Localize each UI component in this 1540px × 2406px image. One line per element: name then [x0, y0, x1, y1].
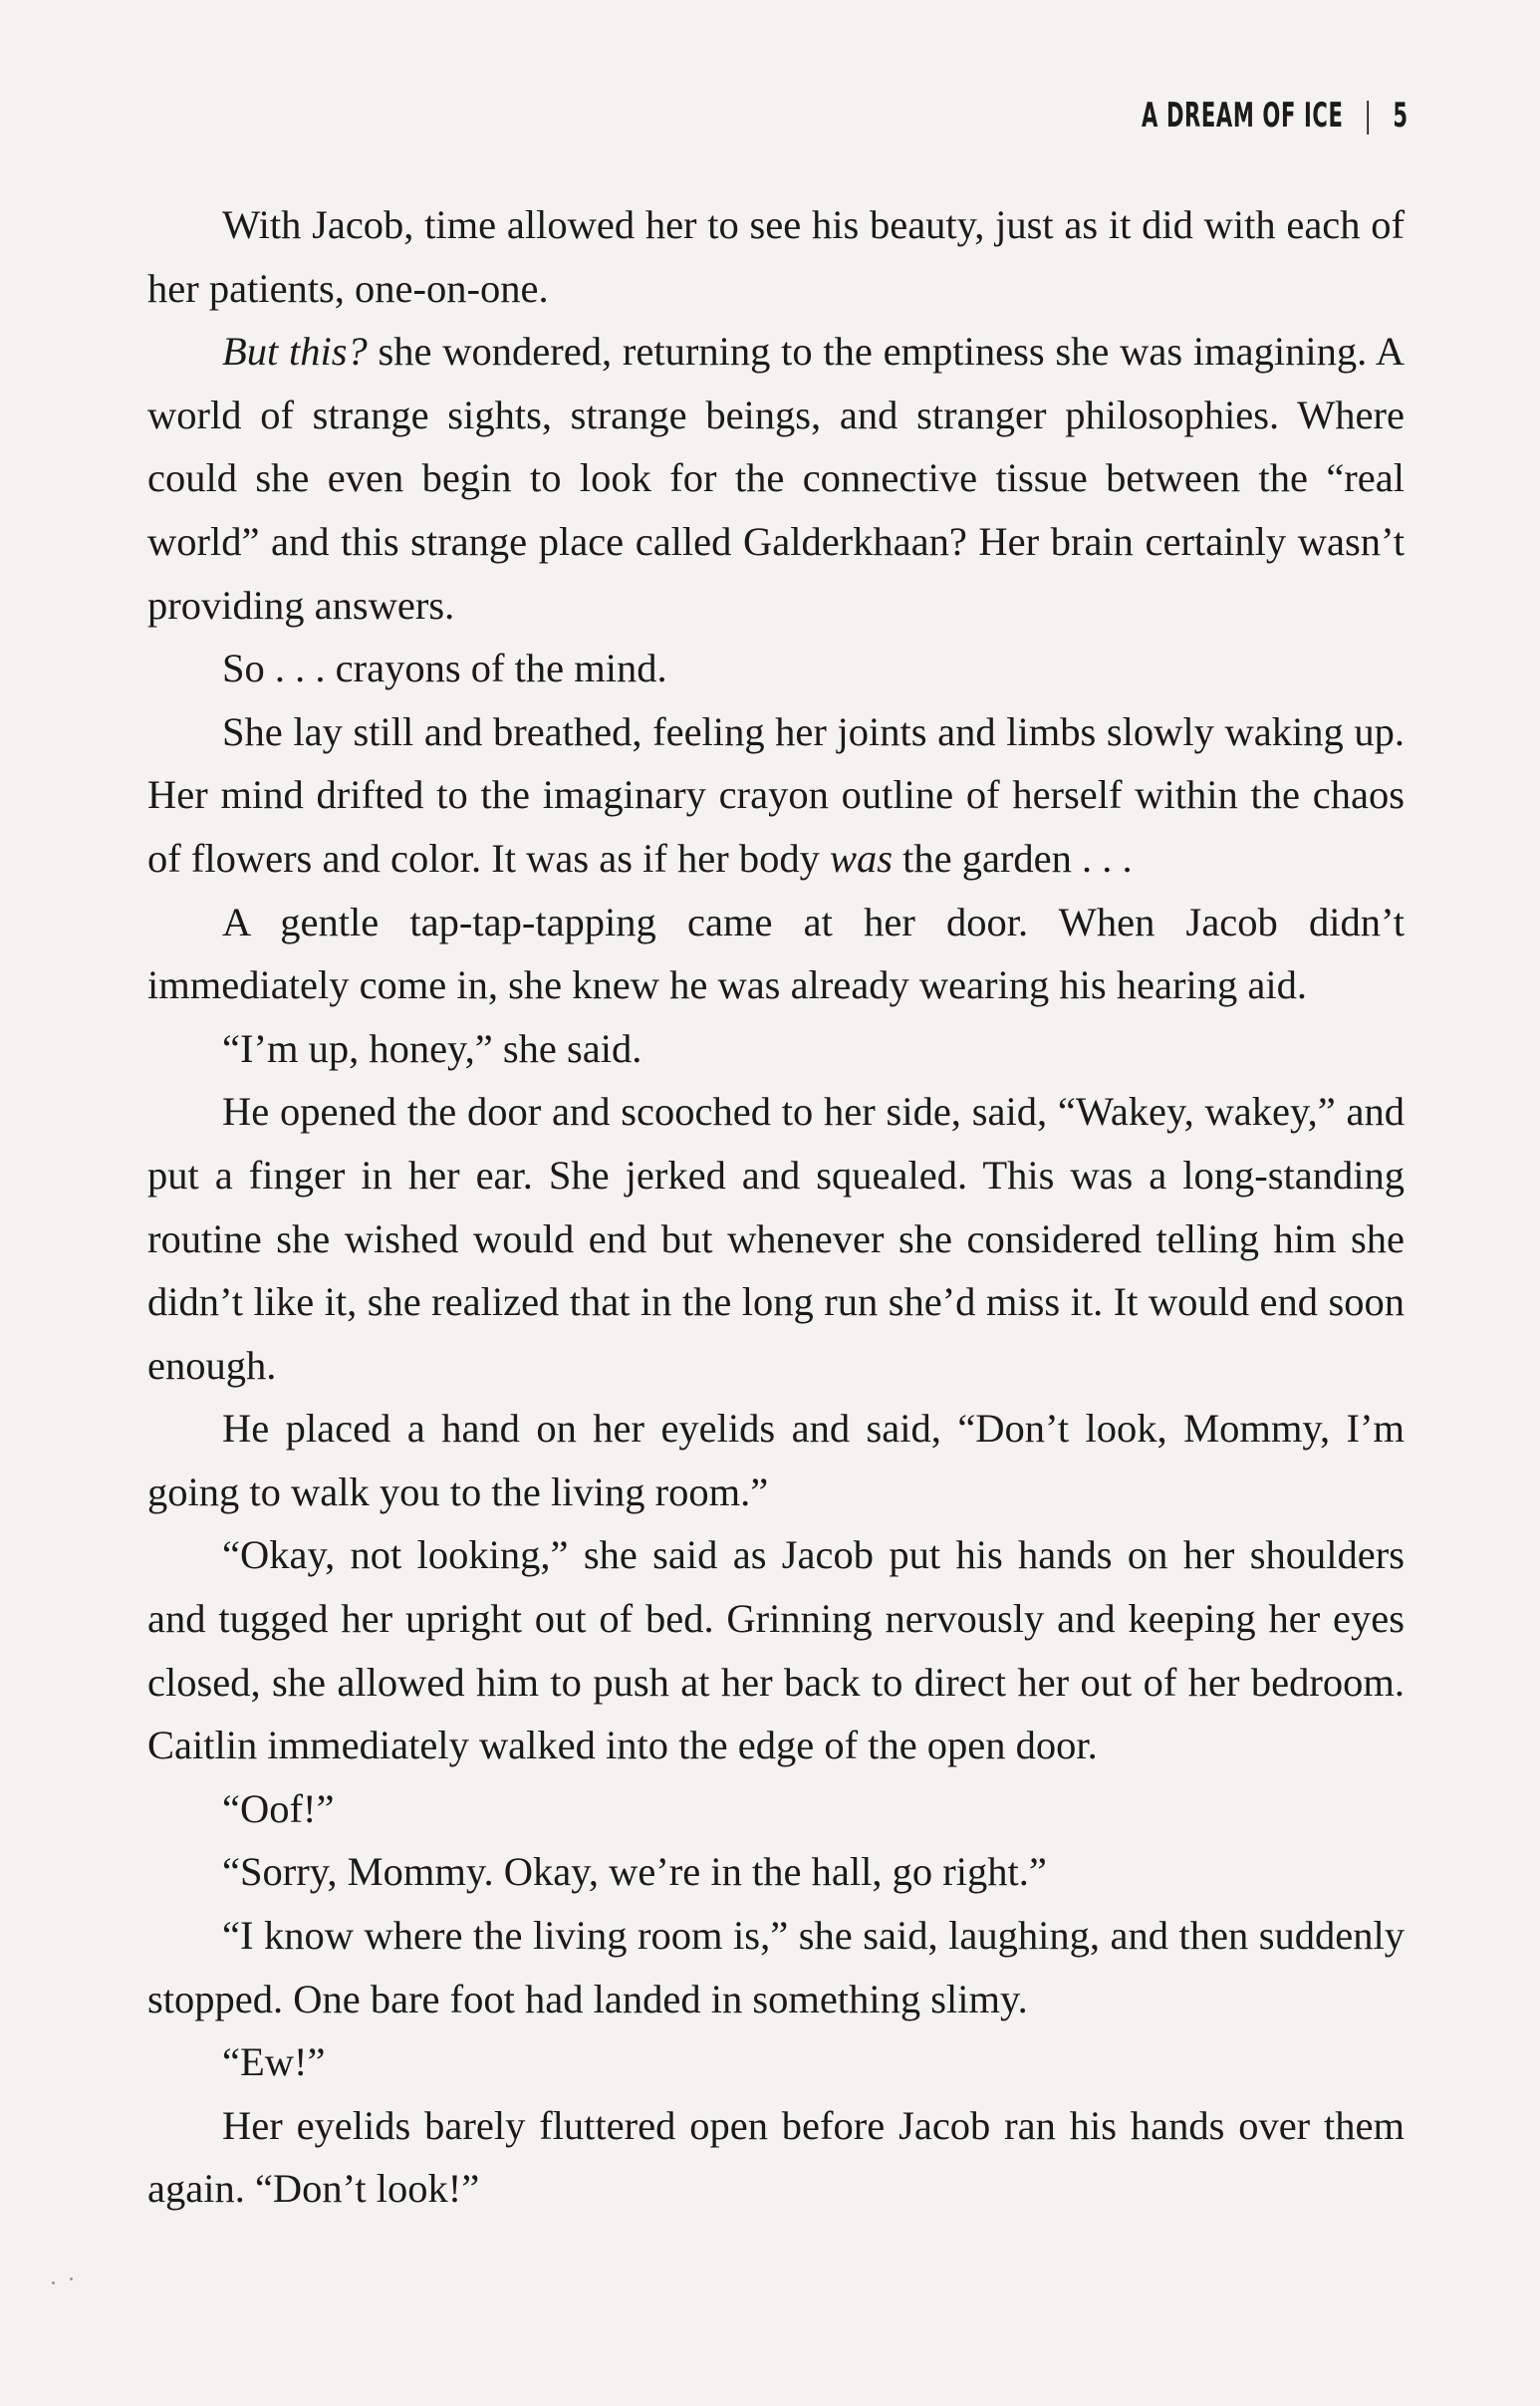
paragraph-text: He placed a hand on her eyelids and said, “Don’t look, Mommy, I’m going to walk you to the living room.”	[147, 1406, 1405, 1514]
paragraph	[147, 891, 1405, 1017]
paragraph-text: He opened the door and scooched to her side, said, “Wakey, wakey,” and put a finger in her ear. She jerked and squealed. This was a long-standing routine she wished would end but whenever she considered telling him she didn’t like it, she realized that in the long run she’d miss it. It would end soon enough.	[147, 1089, 1405, 1388]
paper-speck	[70, 2277, 73, 2280]
paragraph-text: “Sorry, Mommy. Okay, we’re in the hall, go right.”	[222, 1849, 1047, 1895]
paragraph	[147, 1017, 1405, 1081]
header-separator: |	[1364, 96, 1373, 135]
paragraph	[147, 1904, 1405, 2030]
body-text	[147, 193, 1405, 2221]
page-number: 5	[1393, 96, 1409, 135]
paragraph-text: “I’m up, honey,” she said.	[222, 1025, 642, 1071]
paragraph-text: the garden . . .	[892, 835, 1133, 881]
paragraph-text: she wondered, returning to the emptiness she was imagining. A world of strange sights, strange beings, and stranger philosophies. Where could she even begin to look for the connective tissue between the “real world” and this strange place called Galderkhaan? Her brain certainly wasn’t providing answers.	[147, 329, 1405, 628]
paragraph	[147, 1840, 1405, 1904]
paragraph	[147, 2030, 1405, 2094]
paragraph-text: “Oof!”	[222, 1785, 335, 1831]
paragraph-text: “Okay, not looking,” she said as Jacob put his hands on her shoulders and tugged her upright out of bed. Grinning nervously and keeping her eyes closed, she allowed him to push at her back to direct her out of her bedroom. Caitlin immediately walked into the edge of the open door.	[147, 1532, 1405, 1768]
paragraph-text: A gentle tap-tap-tapping came at her door. When Jacob didn’t immediately come in, she knew he was already wearing his hearing aid.	[147, 899, 1405, 1008]
paragraph	[147, 1080, 1405, 1397]
paragraph	[147, 2094, 1405, 2221]
paper-speck	[52, 2281, 55, 2284]
paragraph	[147, 1397, 1405, 1523]
paragraph	[147, 700, 1405, 891]
paragraph-text: “I know where the living room is,” she said, laughing, and then suddenly stopped. One bare foot had landed in something slimy.	[147, 1913, 1405, 2021]
paragraph-text: With Jacob, time allowed her to see his beauty, just as it did with each of her patients, one-on-one.	[147, 202, 1405, 311]
paragraph	[147, 320, 1405, 637]
book-title: A DREAM OF ICE	[1142, 96, 1344, 135]
paragraph	[147, 637, 1405, 700]
paragraph-italic-text: was	[829, 835, 893, 881]
paragraph-text: She lay still and breathed, feeling her joints and limbs slowly waking up. Her mind drifted to the imaginary crayon outline of herself within the chaos of flowers and color. It was as if her body	[147, 708, 1405, 881]
paragraph-text: “Ew!”	[222, 2039, 326, 2085]
paragraph	[147, 193, 1405, 320]
paragraph	[147, 1777, 1405, 1841]
paragraph	[147, 1523, 1405, 1776]
paragraph-text: Her eyelids barely fluttered open before Jacob ran his hands over them again. “Don’t look!”	[147, 2102, 1405, 2212]
paragraph-italic-text: But this?	[222, 329, 368, 375]
paragraph-text: So . . . crayons of the mind.	[222, 646, 667, 691]
running-head	[1142, 96, 1409, 135]
